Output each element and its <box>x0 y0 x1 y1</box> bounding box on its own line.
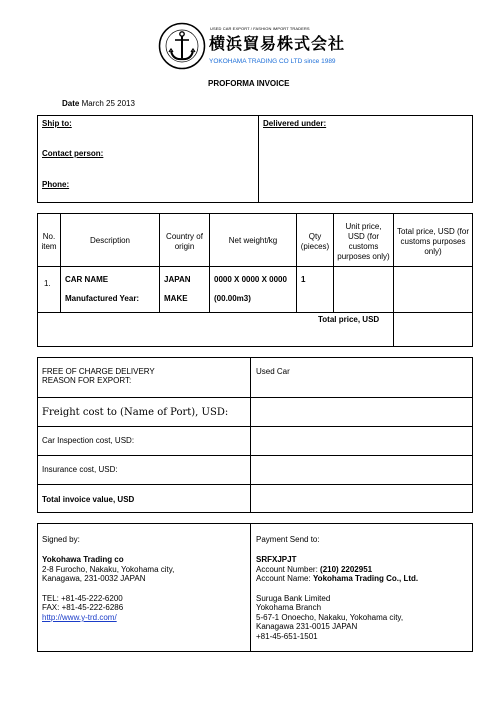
col-divider-2 <box>159 213 160 312</box>
costs-row-divider-3 <box>37 455 473 456</box>
contact-person-label: Contact person: <box>42 149 104 158</box>
signed-fax: FAX: +81-45-222-6286 <box>42 603 124 612</box>
invoice-date <box>62 99 135 109</box>
payment-label: Payment Send to: <box>256 535 320 544</box>
company-tagline: USED CAR EXPORT / FASHION IMPORT TRADERS <box>210 26 310 31</box>
payment-branch: Yokohama Branch <box>256 603 322 612</box>
company-name-english: YOKOHAMA TRADING CO LTD since 1989 <box>209 58 336 65</box>
account-number-label: Account Number: <box>256 565 318 574</box>
items-header-divider <box>37 266 473 267</box>
item-car-name: CAR NAME <box>65 275 109 284</box>
item-country: JAPAN <box>164 275 191 284</box>
account-number-value: (210) 2202951 <box>320 565 373 574</box>
total-price-label: Total price, USD <box>318 315 380 324</box>
item-make: MAKE <box>164 294 188 303</box>
payment-swift: SRFXJPJT <box>256 555 297 564</box>
phone-label: Phone: <box>42 180 70 189</box>
parties-box <box>37 115 473 203</box>
signed-company: Yokohawa Trading co <box>42 555 124 564</box>
col-header-weight: Net weight/kg <box>228 236 278 245</box>
payment-address-1: 5-67-1 Onoecho, Nakaku, Yokohama city, <box>256 613 404 622</box>
col-header-no: No. item <box>41 232 57 251</box>
document-title: PROFORMA INVOICE <box>208 79 290 88</box>
costs-row-divider-4 <box>37 484 473 485</box>
inspection-cost-label: Car Inspection cost, USD: <box>42 436 135 445</box>
item-qty: 1 <box>301 275 306 284</box>
costs-row-divider-1 <box>37 397 473 398</box>
signed-by-label: Signed by: <box>42 535 80 544</box>
costs-row-divider-2 <box>37 426 473 427</box>
payment-bank: Suruga Bank Limited <box>256 594 331 603</box>
col-header-total-price: Total price, USD (for customs purposes only) <box>396 227 470 256</box>
items-row-divider <box>37 312 473 313</box>
company-logo <box>158 22 206 70</box>
col-header-unit-price: Unit price, USD (for customs purposes only) <box>337 222 390 261</box>
insurance-cost-label: Insurance cost, USD: <box>42 465 118 474</box>
freight-cost-label: Freight cost to (Name of Port), USD: <box>42 407 229 418</box>
col-divider-5 <box>333 213 334 312</box>
signed-tel: TEL: +81-45-222-6200 <box>42 594 123 603</box>
date-value: March 25 2013 <box>81 99 135 108</box>
item-dimensions: 0000 X 0000 X 0000 <box>214 275 287 284</box>
reason-value: Used Car <box>256 367 290 376</box>
company-name-japanese: 横浜貿易株式会社 <box>209 36 346 53</box>
col-header-country: Country of origin <box>166 232 203 251</box>
payment-address-2: Kanagawa 231-0015 JAPAN <box>256 622 358 631</box>
item-manufactured-year: Manufactured Year: <box>65 294 140 303</box>
costs-col-divider <box>250 357 251 513</box>
col-header-description: Description <box>89 236 130 245</box>
parties-divider <box>258 115 259 203</box>
col-divider-1 <box>60 213 61 312</box>
payment-phone: +81-45-651-1501 <box>256 632 318 641</box>
item-volume: (00.00m3) <box>214 294 251 303</box>
company-website-link[interactable]: http://www.y-trd.com/ <box>42 613 117 622</box>
signed-address-1: 2-8 Furocho, Nakaku, Yokohama city, <box>42 565 175 574</box>
anchor-icon <box>158 22 206 70</box>
total-invoice-label: Total invoice value, USD <box>42 495 135 504</box>
col-divider-4 <box>296 213 297 312</box>
payment-account-name <box>256 574 418 584</box>
col-header-qty: Qty (pieces) <box>300 232 330 251</box>
ship-to-label: Ship to: <box>42 119 72 128</box>
date-label: Date <box>62 99 80 108</box>
reason-line-2: REASON FOR EXPORT: <box>42 376 132 385</box>
contact-payment-box <box>37 523 473 652</box>
col-divider-6 <box>393 213 394 347</box>
item-number: 1. <box>44 279 51 288</box>
delivered-under-label: Delivered under: <box>263 119 327 128</box>
contact-payment-divider <box>250 523 251 652</box>
col-divider-3 <box>209 213 210 312</box>
account-name-label: Account Name: <box>256 574 311 583</box>
account-name-value: Yokohama Trading Co., Ltd. <box>312 574 419 583</box>
signed-address-2: Kanagawa, 231-0032 JAPAN <box>42 574 146 583</box>
reason-line-1: FREE OF CHARGE DELIVERY <box>42 367 155 376</box>
